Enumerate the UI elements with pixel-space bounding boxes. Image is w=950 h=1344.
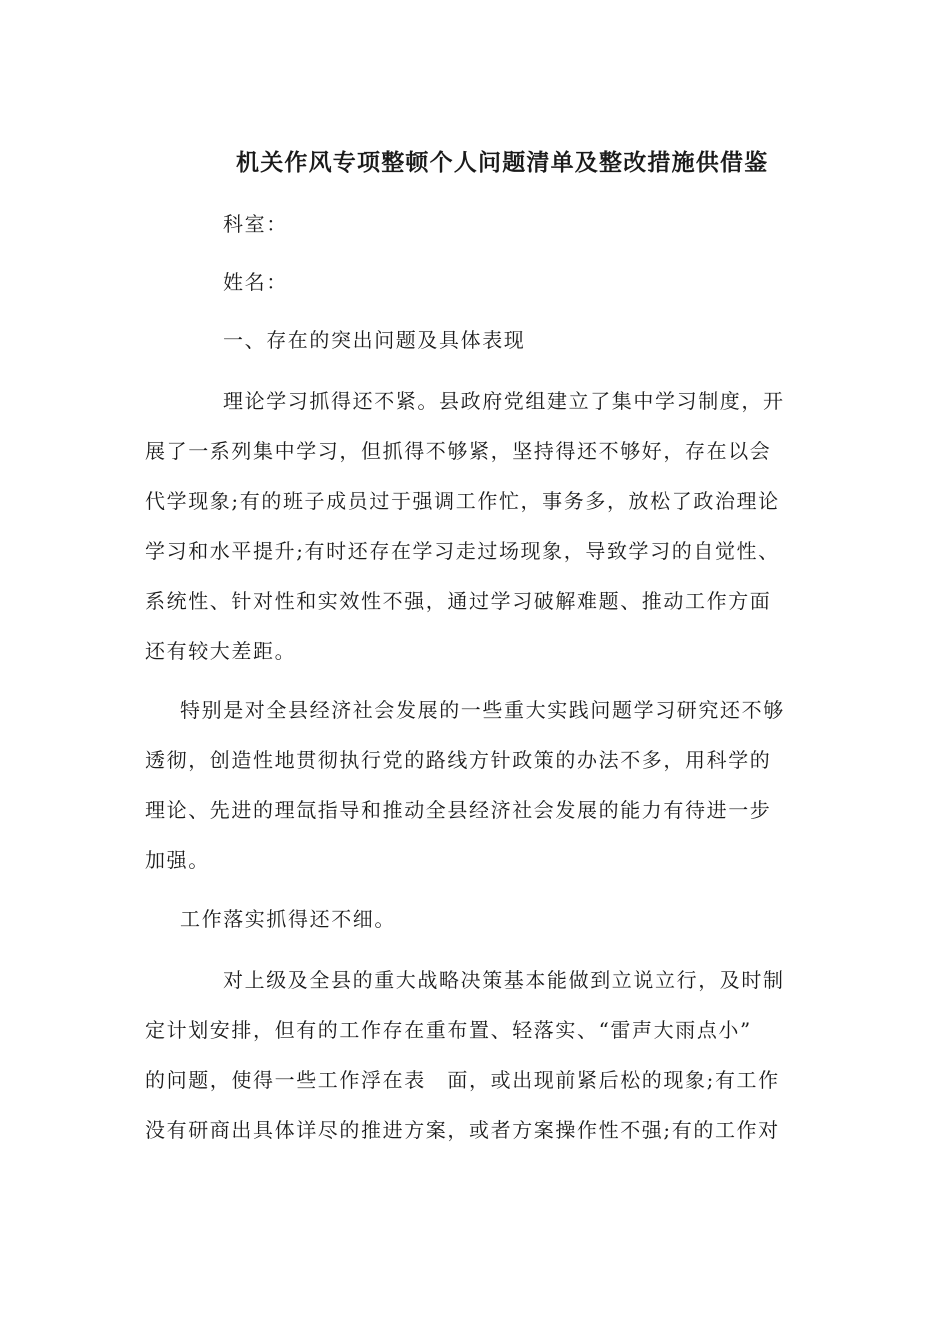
document-title: 机关作风专项整顿个人问题清单及整改措施供借鉴 (236, 149, 769, 176)
paragraph-line: 学习和水平提升;有时还存在学习走过场现象，导致学习的自觉性、 (145, 539, 780, 563)
paragraph-line: 还有较大差距。 (145, 639, 297, 663)
paragraph-line: 没有研商出具体详尽的推进方案，或者方案操作性不强;有的工作对 (145, 1118, 780, 1142)
paragraph-line: 透彻，创造性地贯彻执行党的路线方针政策的办法不多，用科学的 (145, 748, 772, 772)
paragraph-line: 理论、先进的理氙指导和推动全县经济社会发展的能力有待进一步 (145, 798, 772, 822)
section-heading: 一、存在的突出问题及具体表现 (223, 328, 526, 352)
department-label: 科室： (223, 212, 288, 236)
name-label: 姓名： (223, 270, 288, 294)
paragraph-line: 定计划安排，但有的工作存在重布置、轻落实、“雷声大雨点小” (145, 1018, 752, 1042)
subsection-heading: 工作落实抓得还不细。 (180, 907, 396, 931)
paragraph-line: 的问题，使得一些工作浮在表 面，或出现前紧后松的现象;有工作 (145, 1068, 780, 1092)
paragraph-line: 对上级及全县的重大战略决策基本能做到立说立行，及时制 (223, 968, 785, 992)
paragraph-line: 代学现象;有的班子成员过于强调工作忙，事务多，放松了政治理论 (145, 489, 780, 513)
paragraph-line: 特别是对全县经济社会发展的一些重大实践问题学习研究还不够 (180, 698, 785, 722)
paragraph-line: 展了一系列集中学习，但抓得不够紧，坚持得还不够好，存在以会 (145, 439, 772, 463)
paragraph-line: 系统性、针对性和实效性不强，通过学习破解难题、推动工作方面 (145, 589, 772, 613)
paragraph-line: 理论学习抓得还不紧。县政府党组建立了集中学习制度，开 (223, 389, 785, 413)
paragraph-line: 加强。 (145, 848, 210, 872)
